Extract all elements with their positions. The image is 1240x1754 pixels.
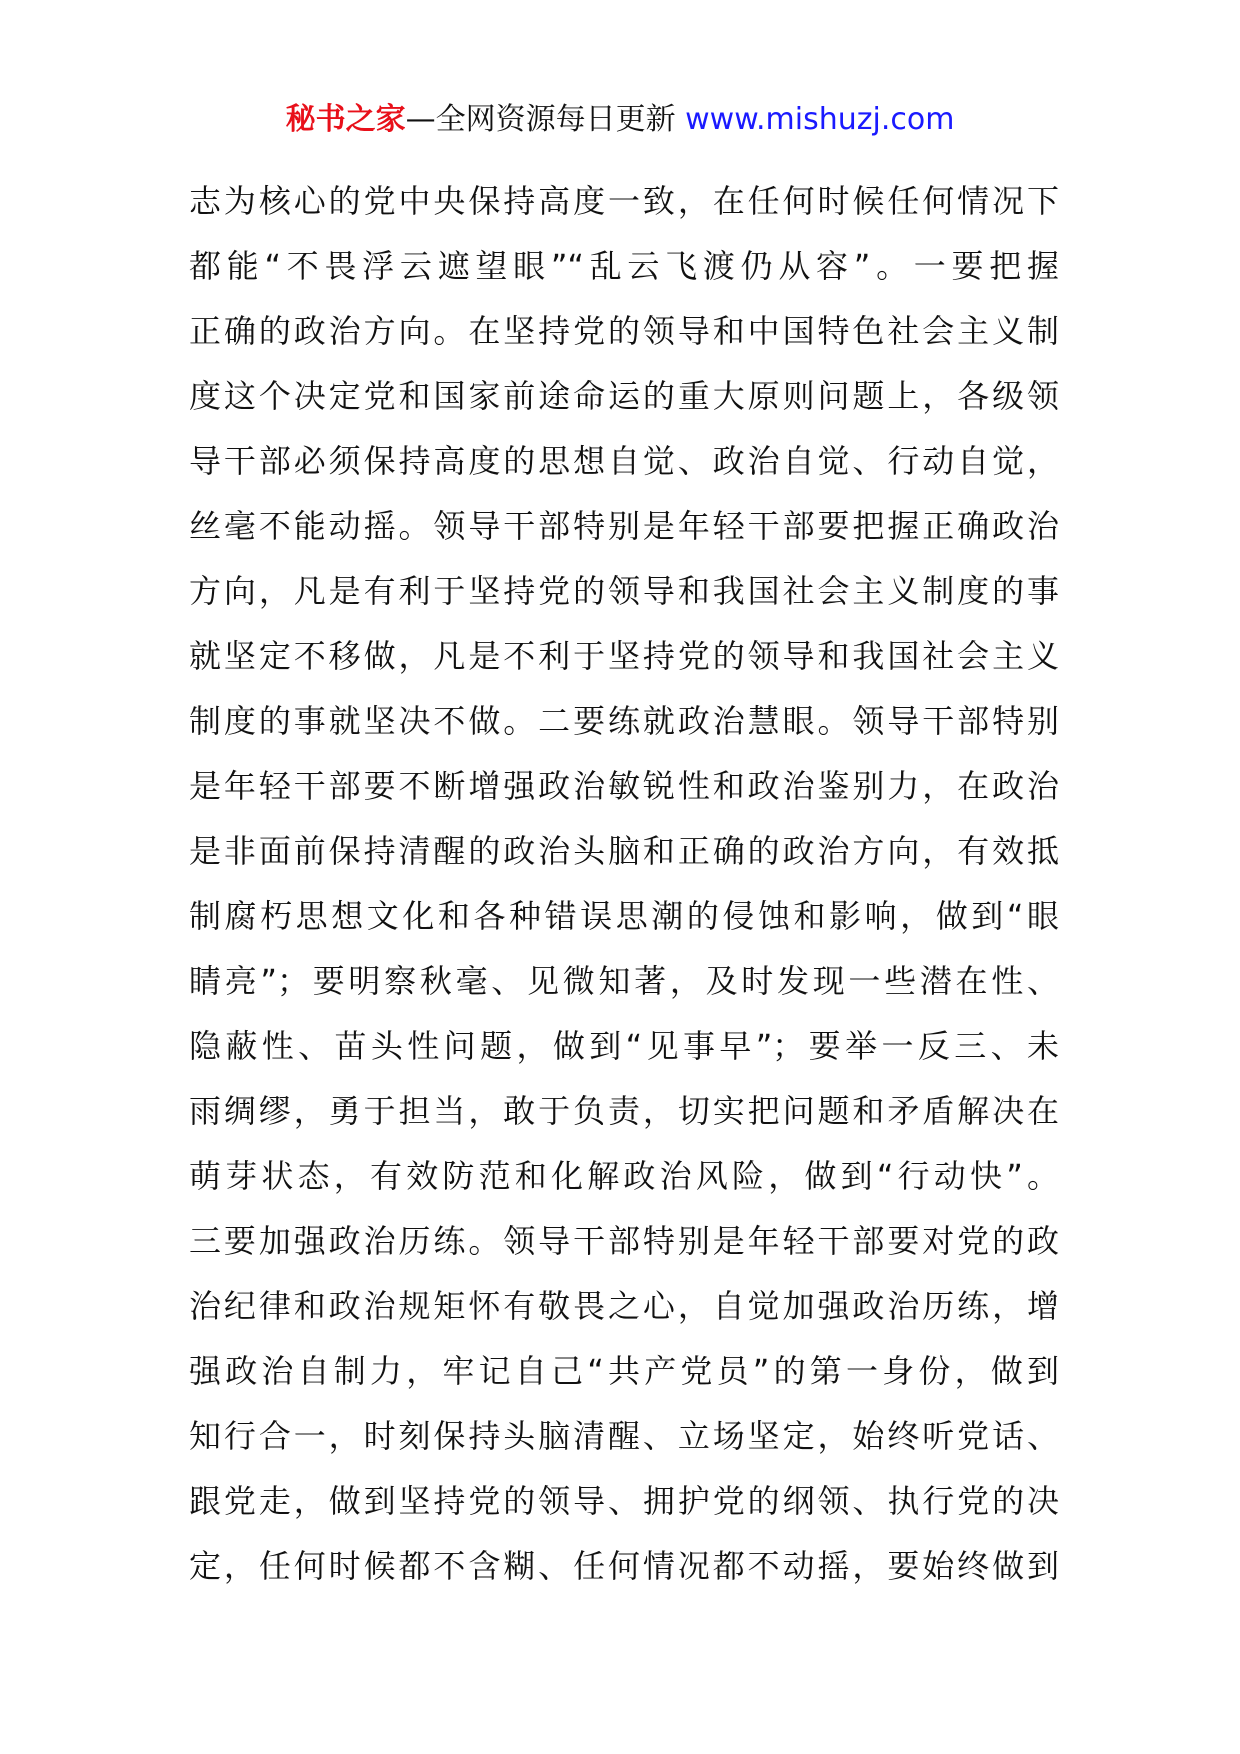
text-line: 治纪律和政治规矩怀有敬畏之心，自觉加强政治历练，增 xyxy=(189,1287,1059,1325)
text-line: 丝毫不能动摇。领导干部特别是年轻干部要把握正确政治 xyxy=(189,507,1059,545)
text-line: 隐蔽性、苗头性问题，做到“见事早”；要举一反三、未 xyxy=(189,1027,1059,1065)
text-line: 三要加强政治历练。领导干部特别是年轻干部要对党的政 xyxy=(189,1222,1059,1260)
text-line: 知行合一，时刻保持头脑清醒、立场坚定，始终听党话、 xyxy=(189,1417,1059,1455)
text-line: 是年轻干部要不断增强政治敏锐性和政治鉴别力，在政治 xyxy=(189,767,1059,805)
text-line: 方向，凡是有利于坚持党的领导和我国社会主义制度的事 xyxy=(189,572,1059,610)
text-line: 跟党走，做到坚持党的领导、拥护党的纲领、执行党的决 xyxy=(189,1482,1059,1520)
text-line: 强政治自制力，牢记自己“共产党员”的第一身份，做到 xyxy=(189,1352,1059,1390)
site-tagline: —全网资源每日更新 xyxy=(405,102,686,137)
text-line: 制腐朽思想文化和各种错误思潮的侵蚀和影响，做到“眼 xyxy=(189,897,1059,935)
text-line: 度这个决定党和国家前途命运的重大原则问题上，各级领 xyxy=(189,377,1059,415)
text-line: 萌芽状态，有效防范和化解政治风险，做到“行动快”。 xyxy=(189,1157,1059,1195)
text-line: 雨绸缪，勇于担当，敢于负责，切实把问题和矛盾解决在 xyxy=(189,1092,1059,1130)
site-brand: 秘书之家 xyxy=(285,102,406,137)
text-line: 睛亮”；要明察秋毫、见微知著，及时发现一些潜在性、 xyxy=(189,962,1059,1000)
page-header xyxy=(0,100,1240,140)
text-line: 是非面前保持清醒的政治头脑和正确的政治方向，有效抵 xyxy=(189,832,1059,870)
text-line: 就坚定不移做，凡是不利于坚持党的领导和我国社会主义 xyxy=(189,637,1059,675)
text-line: 志为核心的党中央保持高度一致，在任何时候任何情况下 xyxy=(189,182,1059,220)
site-url-link[interactable]: www.mishuzj.com xyxy=(685,102,955,137)
text-line: 都能“不畏浮云遮望眼”“乱云飞渡仍从容”。一要把握 xyxy=(189,247,1059,285)
text-line: 正确的政治方向。在坚持党的领导和中国特色社会主义制 xyxy=(189,312,1059,350)
text-line: 定，任何时候都不含糊、任何情况都不动摇，要始终做到 xyxy=(189,1547,1059,1585)
text-line: 导干部必须保持高度的思想自觉、政治自觉、行动自觉， xyxy=(189,442,1059,480)
text-line: 制度的事就坚决不做。二要练就政治慧眼。领导干部特别 xyxy=(189,702,1059,740)
document-body xyxy=(189,169,1059,1599)
